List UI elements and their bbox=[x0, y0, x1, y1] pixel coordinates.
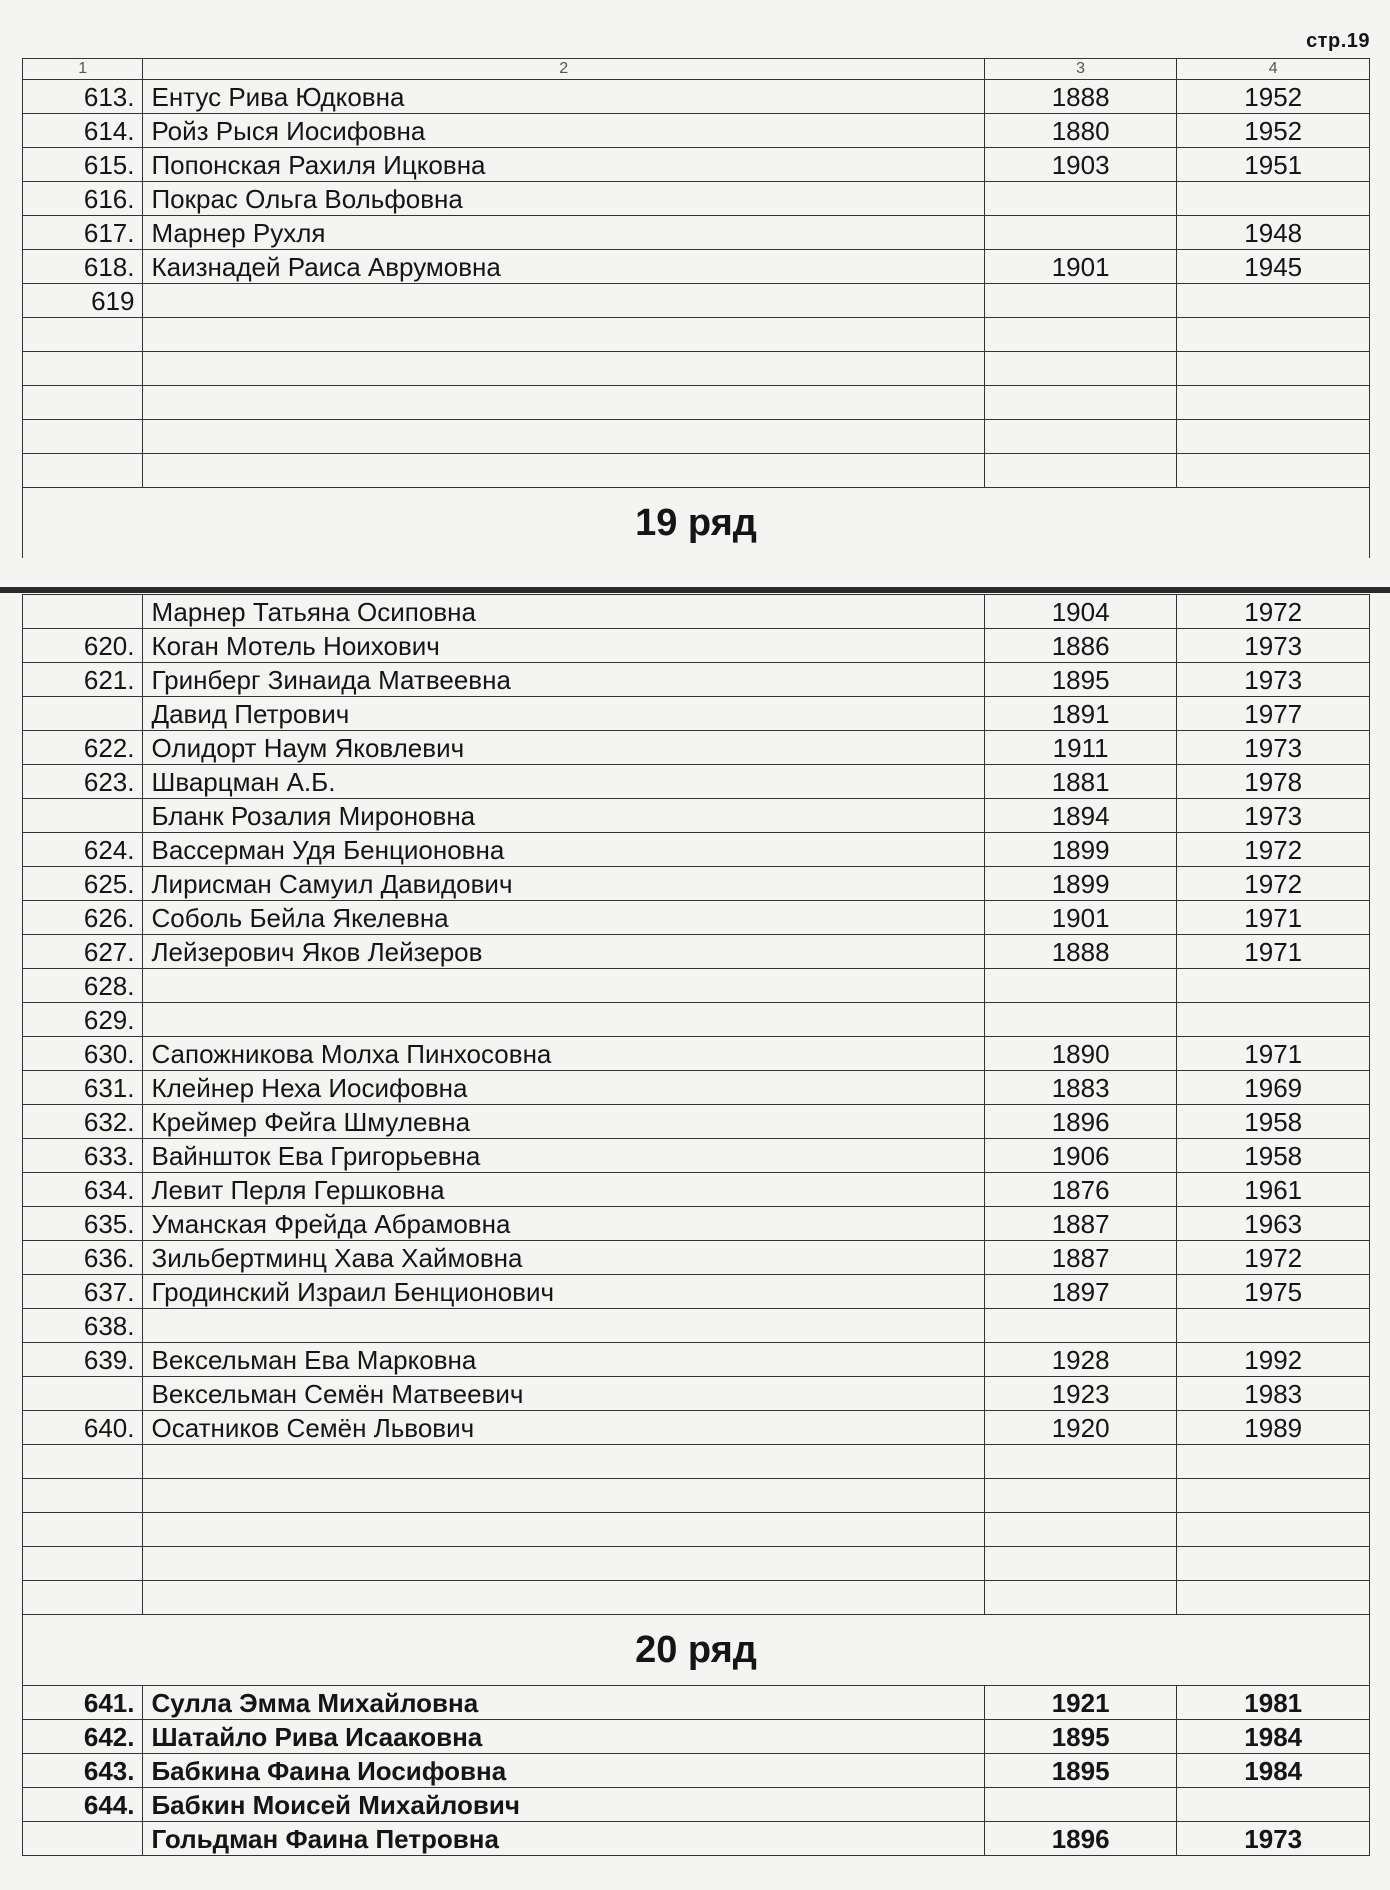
person-name bbox=[143, 318, 984, 352]
birth-year bbox=[984, 216, 1177, 250]
death-year bbox=[1177, 1788, 1370, 1822]
birth-year: 1911 bbox=[984, 731, 1177, 765]
table-row bbox=[23, 386, 1370, 420]
person-name: Сапожникова Молха Пинхосовна bbox=[143, 1037, 984, 1071]
row-number: 637. bbox=[23, 1275, 143, 1309]
row-number: 641. bbox=[23, 1686, 143, 1720]
row-number: 626. bbox=[23, 901, 143, 935]
person-name bbox=[143, 1003, 984, 1037]
birth-year bbox=[984, 1788, 1177, 1822]
table-row bbox=[23, 697, 1370, 731]
row-number bbox=[23, 1377, 143, 1411]
person-name: Шатайло Рива Исааковна bbox=[143, 1720, 984, 1754]
row-number: 629. bbox=[23, 1003, 143, 1037]
table-row bbox=[23, 420, 1370, 454]
section-title-19: 19 ряд bbox=[22, 488, 1370, 558]
person-name: Вассерман Удя Бенционовна bbox=[143, 833, 984, 867]
row-number: 639. bbox=[23, 1343, 143, 1377]
row-number: 614. bbox=[23, 114, 143, 148]
death-year bbox=[1177, 1581, 1370, 1615]
row-number: 615. bbox=[23, 148, 143, 182]
table-row bbox=[23, 1754, 1370, 1788]
death-year: 1971 bbox=[1177, 935, 1370, 969]
person-name: Гольдман Фаина Петровна bbox=[143, 1822, 984, 1856]
row-number bbox=[23, 454, 143, 488]
person-name bbox=[143, 386, 984, 420]
death-year bbox=[1177, 1479, 1370, 1513]
person-name bbox=[143, 969, 984, 1003]
death-year bbox=[1177, 318, 1370, 352]
table-row bbox=[23, 833, 1370, 867]
death-year: 1952 bbox=[1177, 80, 1370, 114]
table-row bbox=[23, 216, 1370, 250]
table-row bbox=[23, 969, 1370, 1003]
table-row bbox=[23, 765, 1370, 799]
birth-year: 1881 bbox=[984, 765, 1177, 799]
row-number: 642. bbox=[23, 1720, 143, 1754]
row-number: 622. bbox=[23, 731, 143, 765]
table-row bbox=[23, 595, 1370, 629]
person-name: Попонская Рахиля Ицковна bbox=[143, 148, 984, 182]
table-row bbox=[23, 352, 1370, 386]
person-name: Соболь Бейла Якелевна bbox=[143, 901, 984, 935]
row-number: 643. bbox=[23, 1754, 143, 1788]
row-number: 632. bbox=[23, 1105, 143, 1139]
birth-year: 1897 bbox=[984, 1275, 1177, 1309]
table-row bbox=[23, 250, 1370, 284]
row-number bbox=[23, 318, 143, 352]
birth-year: 1928 bbox=[984, 1343, 1177, 1377]
row-number: 617. bbox=[23, 216, 143, 250]
birth-year bbox=[984, 1445, 1177, 1479]
death-year: 1977 bbox=[1177, 697, 1370, 731]
burial-table-row-19 bbox=[22, 594, 1370, 1615]
death-year bbox=[1177, 1445, 1370, 1479]
birth-year bbox=[984, 352, 1177, 386]
row-number: 633. bbox=[23, 1139, 143, 1173]
birth-year: 1887 bbox=[984, 1207, 1177, 1241]
person-name bbox=[143, 420, 984, 454]
birth-year bbox=[984, 1479, 1177, 1513]
table-row bbox=[23, 148, 1370, 182]
death-year: 1992 bbox=[1177, 1343, 1370, 1377]
person-name: Лирисман Самуил Давидович bbox=[143, 867, 984, 901]
death-year bbox=[1177, 454, 1370, 488]
column-header-1: 1 bbox=[23, 59, 143, 80]
row-number bbox=[23, 697, 143, 731]
row-number: 613. bbox=[23, 80, 143, 114]
row-number bbox=[23, 1581, 143, 1615]
row-number: 627. bbox=[23, 935, 143, 969]
person-name: Бланк Розалия Мироновна bbox=[143, 799, 984, 833]
person-name: Сулла Эмма Михайловна bbox=[143, 1686, 984, 1720]
person-name bbox=[143, 1479, 984, 1513]
row-number: 616. bbox=[23, 182, 143, 216]
death-year: 1984 bbox=[1177, 1720, 1370, 1754]
death-year bbox=[1177, 1513, 1370, 1547]
row-number bbox=[23, 799, 143, 833]
person-name: Ройз Рыся Иосифовна bbox=[143, 114, 984, 148]
table-row bbox=[23, 1309, 1370, 1343]
section-title-20: 20 ряд bbox=[22, 1615, 1370, 1685]
death-year: 1973 bbox=[1177, 731, 1370, 765]
burial-table-row-20 bbox=[22, 1685, 1370, 1856]
birth-year: 1891 bbox=[984, 697, 1177, 731]
death-year: 1973 bbox=[1177, 663, 1370, 697]
row-number: 624. bbox=[23, 833, 143, 867]
birth-year bbox=[984, 1513, 1177, 1547]
birth-year bbox=[984, 182, 1177, 216]
page-divider bbox=[0, 587, 1390, 593]
table-row bbox=[23, 935, 1370, 969]
death-year: 1984 bbox=[1177, 1754, 1370, 1788]
table-row bbox=[23, 1207, 1370, 1241]
death-year: 1973 bbox=[1177, 1822, 1370, 1856]
birth-year: 1890 bbox=[984, 1037, 1177, 1071]
table-row bbox=[23, 1173, 1370, 1207]
birth-year bbox=[984, 386, 1177, 420]
row-number: 630. bbox=[23, 1037, 143, 1071]
table-row bbox=[23, 867, 1370, 901]
person-name: Бабкин Моисей Михайлович bbox=[143, 1788, 984, 1822]
table-row bbox=[23, 1105, 1370, 1139]
birth-year: 1901 bbox=[984, 250, 1177, 284]
table-row bbox=[23, 454, 1370, 488]
birth-year: 1880 bbox=[984, 114, 1177, 148]
person-name: Уманская Фрейда Абрамовна bbox=[143, 1207, 984, 1241]
person-name: Креймер Фейга Шмулевна bbox=[143, 1105, 984, 1139]
table-row bbox=[23, 663, 1370, 697]
birth-year: 1896 bbox=[984, 1105, 1177, 1139]
person-name: Вайншток Ева Григорьевна bbox=[143, 1139, 984, 1173]
birth-year bbox=[984, 454, 1177, 488]
table-section-a bbox=[22, 58, 1370, 558]
table-row bbox=[23, 1581, 1370, 1615]
row-number bbox=[23, 1822, 143, 1856]
death-year bbox=[1177, 1547, 1370, 1581]
person-name: Вексельман Ева Марковна bbox=[143, 1343, 984, 1377]
birth-year: 1921 bbox=[984, 1686, 1177, 1720]
birth-year: 1895 bbox=[984, 663, 1177, 697]
birth-year: 1894 bbox=[984, 799, 1177, 833]
row-number: 618. bbox=[23, 250, 143, 284]
person-name bbox=[143, 1547, 984, 1581]
table-row bbox=[23, 1479, 1370, 1513]
page-number: стр.19 bbox=[1306, 30, 1370, 52]
person-name: Зильбертминц Хава Хаймовна bbox=[143, 1241, 984, 1275]
birth-year: 1923 bbox=[984, 1377, 1177, 1411]
table-row bbox=[23, 284, 1370, 318]
table-row bbox=[23, 1547, 1370, 1581]
table-row bbox=[23, 1241, 1370, 1275]
person-name: Марнер Рухля bbox=[143, 216, 984, 250]
table-row bbox=[23, 1822, 1370, 1856]
person-name bbox=[143, 1445, 984, 1479]
burial-table-top bbox=[22, 58, 1370, 488]
table-row bbox=[23, 1788, 1370, 1822]
row-number bbox=[23, 595, 143, 629]
person-name: Покрас Ольга Вольфовна bbox=[143, 182, 984, 216]
person-name: Каизнадей Раиса Аврумовна bbox=[143, 250, 984, 284]
death-year: 1973 bbox=[1177, 799, 1370, 833]
death-year: 1978 bbox=[1177, 765, 1370, 799]
birth-year: 1888 bbox=[984, 935, 1177, 969]
row-number: 634. bbox=[23, 1173, 143, 1207]
death-year: 1948 bbox=[1177, 216, 1370, 250]
row-number: 620. bbox=[23, 629, 143, 663]
table-row bbox=[23, 1445, 1370, 1479]
person-name: Осатников Семён Львович bbox=[143, 1411, 984, 1445]
birth-year bbox=[984, 1547, 1177, 1581]
table-row bbox=[23, 1686, 1370, 1720]
table-row bbox=[23, 731, 1370, 765]
death-year bbox=[1177, 1003, 1370, 1037]
death-year: 1952 bbox=[1177, 114, 1370, 148]
person-name: Ентус Рива Юдковна bbox=[143, 80, 984, 114]
death-year: 1963 bbox=[1177, 1207, 1370, 1241]
death-year: 1975 bbox=[1177, 1275, 1370, 1309]
table-row bbox=[23, 182, 1370, 216]
row-number: 621. bbox=[23, 663, 143, 697]
death-year: 1945 bbox=[1177, 250, 1370, 284]
birth-year bbox=[984, 1581, 1177, 1615]
birth-year bbox=[984, 1003, 1177, 1037]
person-name bbox=[143, 1309, 984, 1343]
death-year: 1971 bbox=[1177, 1037, 1370, 1071]
death-year: 1973 bbox=[1177, 629, 1370, 663]
death-year bbox=[1177, 182, 1370, 216]
death-year: 1971 bbox=[1177, 901, 1370, 935]
table-row bbox=[23, 1003, 1370, 1037]
column-header-row bbox=[23, 59, 1370, 80]
table-row bbox=[23, 901, 1370, 935]
person-name bbox=[143, 284, 984, 318]
birth-year: 1883 bbox=[984, 1071, 1177, 1105]
death-year: 1972 bbox=[1177, 1241, 1370, 1275]
death-year: 1972 bbox=[1177, 867, 1370, 901]
row-number bbox=[23, 1479, 143, 1513]
person-name: Олидорт Наум Яковлевич bbox=[143, 731, 984, 765]
birth-year bbox=[984, 318, 1177, 352]
person-name: Клейнер Неха Иосифовна bbox=[143, 1071, 984, 1105]
person-name: Шварцман А.Б. bbox=[143, 765, 984, 799]
death-year: 1972 bbox=[1177, 833, 1370, 867]
row-number: 623. bbox=[23, 765, 143, 799]
birth-year bbox=[984, 284, 1177, 318]
birth-year: 1886 bbox=[984, 629, 1177, 663]
death-year bbox=[1177, 352, 1370, 386]
death-year: 1983 bbox=[1177, 1377, 1370, 1411]
table-section-b bbox=[22, 594, 1370, 1856]
death-year bbox=[1177, 386, 1370, 420]
death-year bbox=[1177, 1309, 1370, 1343]
death-year bbox=[1177, 420, 1370, 454]
person-name bbox=[143, 352, 984, 386]
death-year: 1981 bbox=[1177, 1686, 1370, 1720]
table-row bbox=[23, 1071, 1370, 1105]
row-number bbox=[23, 1513, 143, 1547]
birth-year: 1899 bbox=[984, 867, 1177, 901]
birth-year bbox=[984, 420, 1177, 454]
birth-year: 1876 bbox=[984, 1173, 1177, 1207]
person-name bbox=[143, 1513, 984, 1547]
table-row bbox=[23, 799, 1370, 833]
row-number: 636. bbox=[23, 1241, 143, 1275]
row-number: 625. bbox=[23, 867, 143, 901]
birth-year: 1896 bbox=[984, 1822, 1177, 1856]
birth-year: 1887 bbox=[984, 1241, 1177, 1275]
column-header-3: 3 bbox=[984, 59, 1177, 80]
table-row bbox=[23, 1720, 1370, 1754]
table-row bbox=[23, 1411, 1370, 1445]
row-number bbox=[23, 386, 143, 420]
death-year: 1961 bbox=[1177, 1173, 1370, 1207]
birth-year: 1895 bbox=[984, 1720, 1177, 1754]
table-row bbox=[23, 629, 1370, 663]
death-year: 1958 bbox=[1177, 1139, 1370, 1173]
table-row bbox=[23, 1139, 1370, 1173]
birth-year: 1899 bbox=[984, 833, 1177, 867]
birth-year: 1904 bbox=[984, 595, 1177, 629]
table-row bbox=[23, 80, 1370, 114]
row-number: 638. bbox=[23, 1309, 143, 1343]
person-name: Левит Перля Гершковна bbox=[143, 1173, 984, 1207]
death-year: 1989 bbox=[1177, 1411, 1370, 1445]
column-header-4: 4 bbox=[1177, 59, 1370, 80]
person-name: Бабкина Фаина Иосифовна bbox=[143, 1754, 984, 1788]
birth-year: 1888 bbox=[984, 80, 1177, 114]
table-row bbox=[23, 1275, 1370, 1309]
birth-year: 1920 bbox=[984, 1411, 1177, 1445]
column-header-2: 2 bbox=[143, 59, 984, 80]
row-number bbox=[23, 1445, 143, 1479]
birth-year: 1895 bbox=[984, 1754, 1177, 1788]
row-number: 640. bbox=[23, 1411, 143, 1445]
table-row bbox=[23, 1513, 1370, 1547]
death-year: 1969 bbox=[1177, 1071, 1370, 1105]
row-number bbox=[23, 352, 143, 386]
table-row bbox=[23, 1377, 1370, 1411]
table-row bbox=[23, 1343, 1370, 1377]
person-name: Лейзерович Яков Лейзеров bbox=[143, 935, 984, 969]
birth-year: 1906 bbox=[984, 1139, 1177, 1173]
row-number bbox=[23, 420, 143, 454]
death-year: 1951 bbox=[1177, 148, 1370, 182]
death-year: 1972 bbox=[1177, 595, 1370, 629]
birth-year bbox=[984, 1309, 1177, 1343]
row-number bbox=[23, 1547, 143, 1581]
row-number: 619 bbox=[23, 284, 143, 318]
person-name: Коган Мотель Ноихович bbox=[143, 629, 984, 663]
row-number: 628. bbox=[23, 969, 143, 1003]
row-number: 631. bbox=[23, 1071, 143, 1105]
person-name: Гродинский Израил Бенционович bbox=[143, 1275, 984, 1309]
table-row bbox=[23, 318, 1370, 352]
person-name: Вексельман Семён Матвеевич bbox=[143, 1377, 984, 1411]
death-year bbox=[1177, 969, 1370, 1003]
birth-year: 1901 bbox=[984, 901, 1177, 935]
row-number: 644. bbox=[23, 1788, 143, 1822]
person-name bbox=[143, 1581, 984, 1615]
person-name: Гринберг Зинаида Матвеевна bbox=[143, 663, 984, 697]
person-name: Давид Петрович bbox=[143, 697, 984, 731]
table-row bbox=[23, 1037, 1370, 1071]
table-row bbox=[23, 114, 1370, 148]
death-year: 1958 bbox=[1177, 1105, 1370, 1139]
death-year bbox=[1177, 284, 1370, 318]
row-number: 635. bbox=[23, 1207, 143, 1241]
birth-year bbox=[984, 969, 1177, 1003]
birth-year: 1903 bbox=[984, 148, 1177, 182]
person-name: Марнер Татьяна Осиповна bbox=[143, 595, 984, 629]
person-name bbox=[143, 454, 984, 488]
